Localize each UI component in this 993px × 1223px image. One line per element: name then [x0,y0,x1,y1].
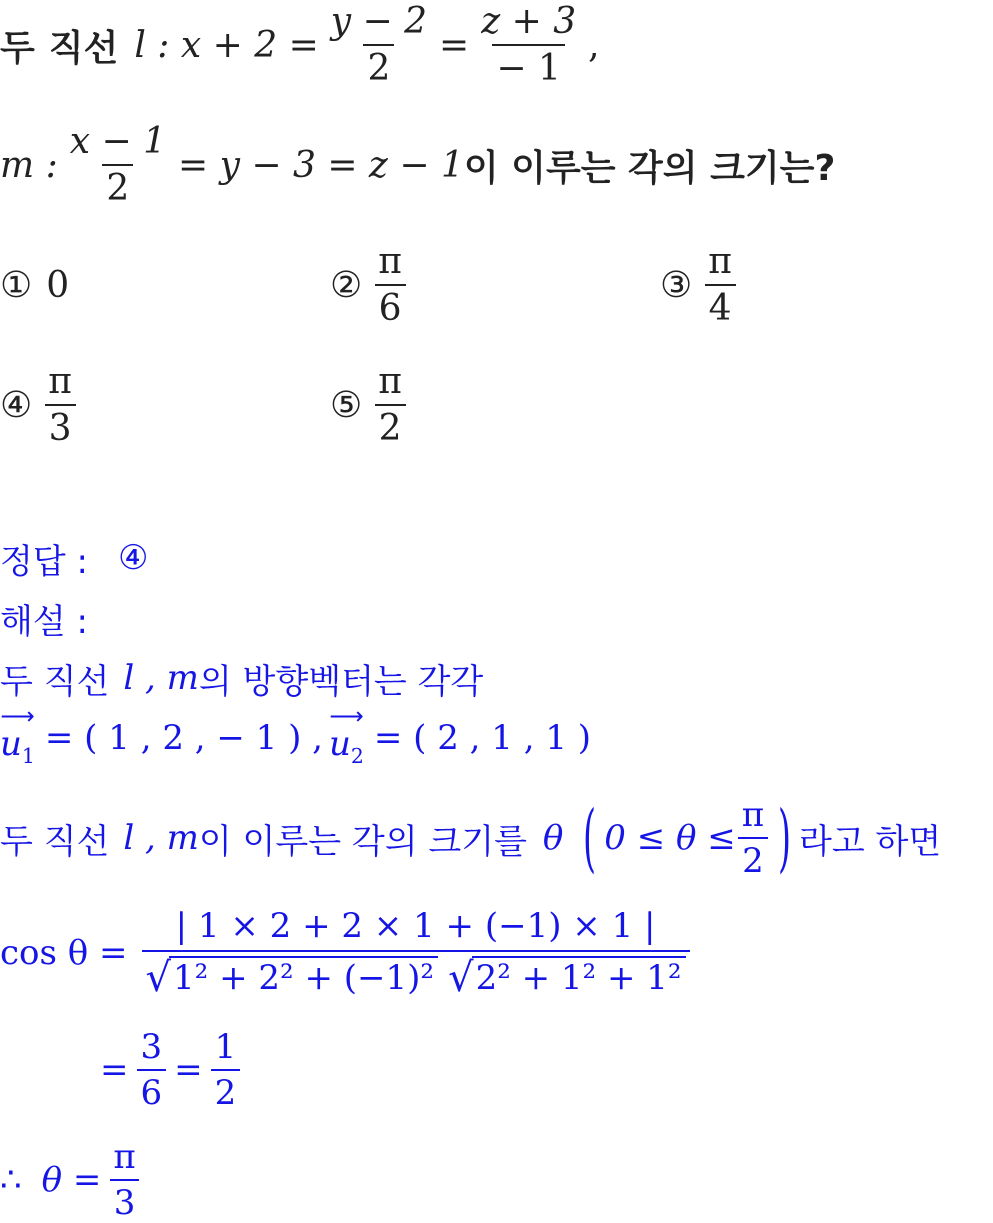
choice-3-den: 4 [705,284,736,329]
question-frac-2 [477,1,580,89]
final-lhs: θ = [41,1160,102,1200]
s3-frac [738,795,768,881]
u2-name: u [328,724,351,765]
choice-value-1: 0 [46,264,70,306]
eq2-frac-2 [211,1027,241,1113]
u1-sub: 1 [21,743,35,768]
comma: , [588,24,600,66]
s1-text: 두 직선 [0,661,110,702]
solution-line-1 [0,655,483,701]
eq2-sign: = [100,1050,129,1090]
s3-range: 0 ≤ θ ≤ [604,818,736,858]
choice-5-num: π [378,361,402,402]
sqrt-b-body: 2² + 1² + 1² [472,956,686,998]
choice-4-num: π [48,361,72,402]
vector-u1 [0,702,35,768]
eq2-frac-1-den: 6 [137,1069,167,1113]
s3-tail: 라고 하면 [799,821,942,862]
choice-frac-4 [44,361,76,449]
choice-2-num: π [378,241,402,282]
choice-3[interactable] [660,240,744,330]
choice-1[interactable] [0,260,69,310]
choice-frac-3 [704,241,736,329]
question-word-line: 직선 [48,27,119,69]
final-den: 3 [110,1179,140,1223]
answer-value: ④ [117,538,149,578]
choice-4-den: 3 [45,404,76,449]
equals-sign: = [439,24,470,66]
solution-vectors [0,702,592,770]
left-paren: ( [583,795,597,881]
cos-den [142,950,690,1000]
cos-num: | 1 × 2 + 2 × 1 + (−1) × 1 | [175,906,656,946]
cos-fraction [142,906,690,1000]
u1-value: = ( 1 , 2 , − 1 ) , [44,718,323,758]
frac-3-num: x − 1 [69,121,166,162]
s3-theta: θ [542,818,564,858]
choice-mark-5: ⑤ [330,384,363,426]
question-m-label: m : [0,144,58,186]
choice-2[interactable] [330,240,414,330]
u2-value: = ( 2 , 1 , 1 ) [373,718,592,758]
therefore-symbol: ∴ [0,1160,22,1200]
s1-tail: 의 방향벡터는 각각 [198,661,484,702]
question-line-2 [0,120,835,210]
frac-3-den: 2 [102,164,133,209]
eq2-mid: = [174,1050,203,1090]
question-eq-lhs: l : x + 2 = [134,24,319,66]
choice-frac-5 [374,361,406,449]
answer-label: 정답 : [0,541,88,582]
sqrt-a-body: 1² + 2² + (−1)² [169,956,438,998]
u1-name: u [0,724,22,765]
equation-2 [100,1024,248,1116]
question-line-1 [0,2,600,88]
final-answer [0,1138,148,1222]
answer-line [0,535,148,581]
frac-2-num: z + 3 [481,1,577,42]
eq2-frac-2-num: 1 [214,1027,237,1067]
choice-mark-1: ① [0,264,33,306]
choice-2-den: 6 [375,284,406,329]
choice-3-num: π [708,241,732,282]
sqrt-icon: √ [448,955,474,1001]
choice-5-den: 2 [375,404,406,449]
s3-math: l , m [123,818,199,858]
choice-mark-3: ③ [660,264,693,306]
frac-1-num: y − 2 [330,1,428,42]
cos-equation [0,898,698,1008]
choice-frac-2 [374,241,406,329]
s3-mid: 이 이루는 각의 크기를 [198,821,527,862]
frac-1-den: 2 [363,44,394,89]
vector-arrow-icon: ⟶ [0,702,35,731]
eq2-frac-2-den: 2 [211,1069,241,1113]
right-paren: ) [778,795,792,881]
choice-mark-2: ② [330,264,363,306]
solution-line-3 [0,790,941,886]
sqrt-b [448,956,686,1000]
sqrt-icon: √ [145,955,172,1001]
solution-label: 해설 : [0,601,88,642]
choice-mark-4: ④ [0,384,33,426]
eq2-frac-1-num: 3 [140,1027,163,1067]
s3-frac-num: π [741,795,765,835]
s3-frac-den: 2 [738,837,768,881]
choice-4[interactable] [0,360,84,450]
question-word-two: 두 [0,27,35,69]
question-frac-3 [66,121,170,209]
final-frac [109,1137,139,1223]
eq2-frac-1 [137,1027,167,1113]
vector-arrow-icon: ⟶ [329,702,364,731]
s3-text: 두 직선 [0,821,110,862]
question-eq-rhs: = y − 3 = z − 1 [177,144,464,186]
choice-5[interactable] [330,360,414,450]
solution-label-line [0,595,88,641]
cos-lhs: cos θ = [0,933,128,973]
s1-math: l , m [123,658,199,698]
question-frac-1 [327,1,431,89]
sqrt-a [146,956,439,1000]
u2-sub: 2 [350,743,364,768]
frac-2-den: − 1 [492,44,565,89]
final-num: π [113,1137,136,1177]
vector-u2 [328,702,364,768]
question-tail: 이 이루는 각의 크기는? [463,147,836,189]
